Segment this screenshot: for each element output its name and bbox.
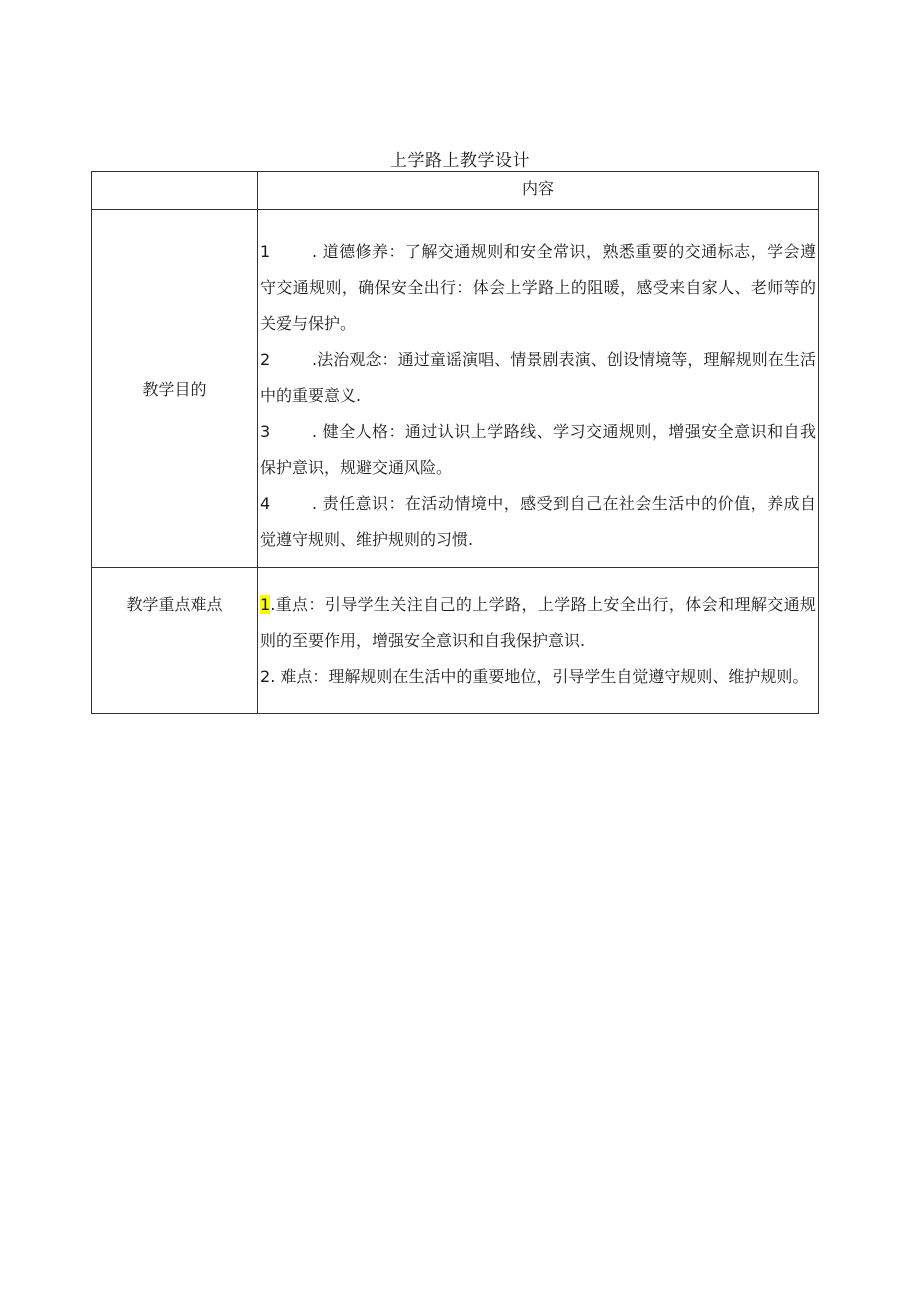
- key-point-number: 2: [260, 666, 271, 686]
- header-empty-cell: [92, 172, 258, 210]
- key-points-content: [258, 568, 819, 714]
- goal-item-number: 1: [260, 241, 271, 261]
- goal-item-text: . 责任意识：在活动情境中，感受到自己在社会生活中的价值，养成自觉遵守规则、维护规则的习惯.: [260, 493, 816, 549]
- key-point-number-highlighted: 1: [260, 594, 271, 614]
- goal-item-text: . 道德修养：了解交通规则和安全常识，熟悉重要的交通标志，学会遵守交通规则，确保安全出行：体会上学路上的阻暖，感受来自家人、老师等的关爱与保护。: [260, 241, 816, 333]
- key-points-label: 教学重点难点: [92, 568, 258, 714]
- goal-item: [260, 234, 816, 342]
- header-content-label: 内容: [521, 179, 554, 198]
- goal-item-number: 3: [260, 421, 271, 441]
- key-point-item-text: . 难点：理解规则在生活中的重要地位，引导学生自觉遵守规则、维护规则。: [270, 666, 809, 686]
- goal-item-text: .法治观念：通过童谣演唱、情景剧表演、创设情境等，理解规则在生活中的重要意义.: [260, 349, 816, 405]
- goal-item-text: . 健全人格：通过认识上学路线、学习交通规则，增强安全意识和自我保护意识，规避交通风险。: [260, 421, 816, 477]
- goals-content: [258, 210, 819, 568]
- key-point-item: [260, 659, 816, 695]
- document-title: 上学路上教学设计: [390, 151, 530, 171]
- goal-item: [260, 414, 816, 486]
- goal-item-number: 2: [260, 349, 271, 369]
- lesson-plan-table: [91, 171, 819, 714]
- goal-item: [260, 486, 816, 558]
- table-row-key-points: [92, 568, 819, 714]
- goal-item-number: 4: [260, 493, 271, 513]
- goals-label: 教学目的: [92, 210, 258, 568]
- header-content-cell: [258, 172, 819, 210]
- table-row-goals: [92, 210, 819, 568]
- goal-item: [260, 342, 816, 414]
- key-point-item: [260, 587, 816, 659]
- table-header-row: [92, 172, 819, 210]
- key-point-item-text: .重点：引导学生关注自己的上学路，上学路上安全出行，体会和理解交通规则的至要作用，增强安全意识和自我保护意识.: [260, 594, 816, 650]
